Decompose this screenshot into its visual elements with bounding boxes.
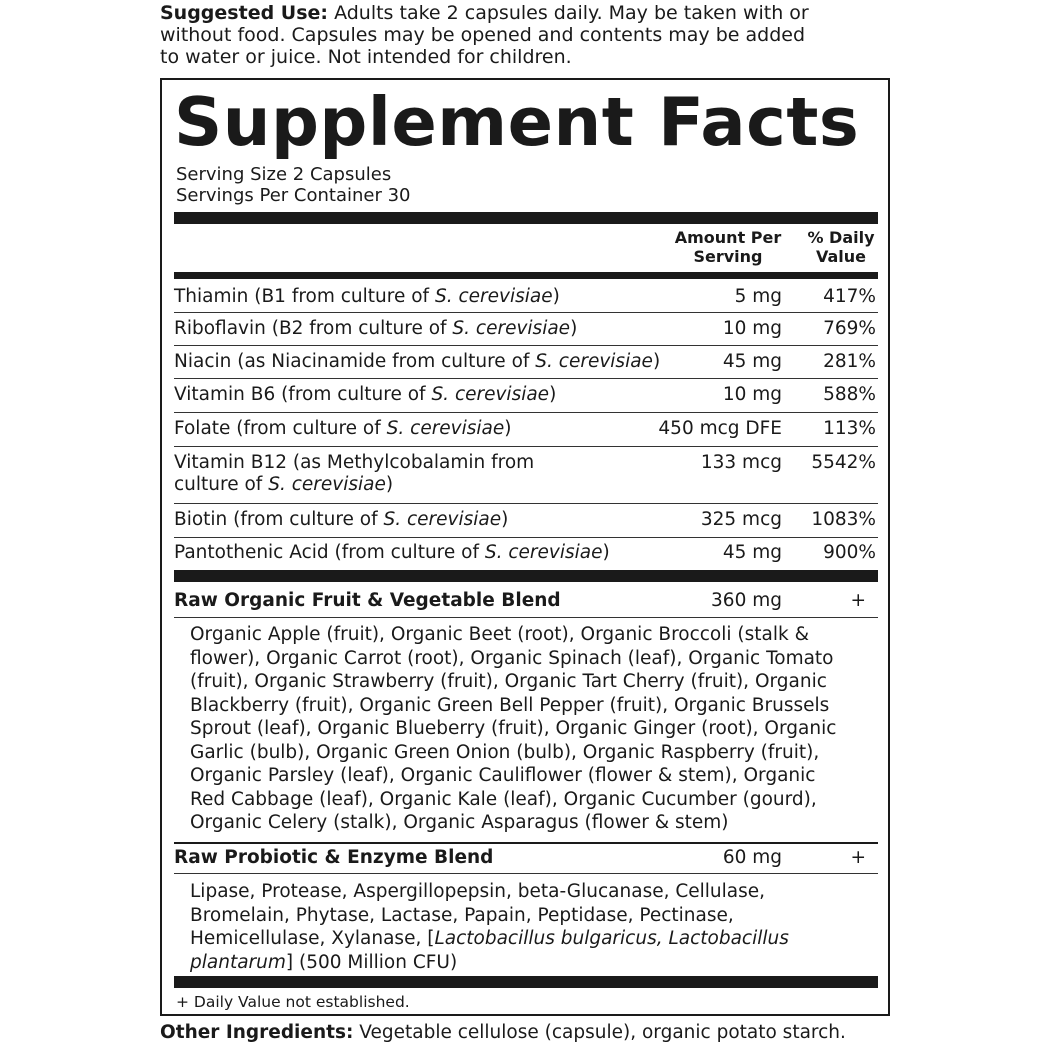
blend-row-probiotic bbox=[174, 843, 878, 874]
ingredient-line: Sprout (leaf), Organic Blueberry (fruit), Organic Ginger (root), Organic bbox=[190, 718, 837, 739]
serving-size: Serving Size 2 Capsules bbox=[176, 164, 392, 185]
probiotic-ingredients bbox=[190, 880, 870, 974]
supplement-facts-panel bbox=[160, 78, 890, 1016]
ingredient-line: Hemicellulase, Xylanase, [Lactobacillus bulgaricus, Lactobacillus bbox=[190, 928, 789, 949]
nutrient-dv: 769% bbox=[823, 318, 876, 339]
thick-divider bbox=[174, 212, 878, 224]
nutrient-amount: 5 mg bbox=[734, 286, 782, 307]
nutrient-row bbox=[174, 538, 878, 570]
nutrient-row bbox=[174, 447, 878, 504]
blend-dv: + bbox=[850, 847, 866, 868]
fruit-veg-ingredients bbox=[190, 623, 870, 835]
suggested-use-text: Adults take 2 capsules daily. May be taken with or bbox=[334, 2, 809, 24]
ingredient-line: Garlic (bulb), Organic Green Onion (bulb), Organic Raspberry (fruit), bbox=[190, 741, 820, 763]
nutrient-name: Thiamin (B1 from culture of S. cerevisiae) bbox=[174, 286, 560, 307]
ingredient-line: Red Cabbage (leaf), Organic Kale (leaf), Organic Cucumber (gourd), bbox=[190, 788, 817, 810]
nutrient-row bbox=[174, 413, 878, 447]
nutrient-amount: 450 mcg DFE bbox=[658, 418, 782, 439]
nutrient-name: Niacin (as Niacinamide from culture of S. cerevisiae) bbox=[174, 351, 661, 372]
blend-amount: 60 mg bbox=[722, 847, 782, 868]
nutrient-dv: 113% bbox=[823, 418, 876, 439]
other-ingredients bbox=[160, 1022, 846, 1044]
nutrient-dv: 5542% bbox=[811, 452, 876, 473]
amount-header-line1: Amount Per bbox=[674, 228, 782, 247]
blend-dv: + bbox=[850, 590, 866, 611]
nutrient-row bbox=[174, 379, 878, 413]
nutrient-amount: 45 mg bbox=[722, 351, 782, 372]
blend-row-fruit-veg bbox=[174, 583, 878, 618]
nutrient-name: Pantothenic Acid (from culture of S. cerevisiae) bbox=[174, 542, 610, 563]
amount-column-header bbox=[660, 228, 796, 266]
nutrient-dv: 900% bbox=[823, 542, 876, 563]
nutrient-amount: 133 mcg bbox=[700, 452, 782, 473]
nutrient-row bbox=[174, 313, 878, 346]
dv-header-line2: Value bbox=[815, 247, 867, 266]
nutrient-name: Folate (from culture of S. cerevisiae) bbox=[174, 418, 512, 439]
nutrient-row bbox=[174, 280, 878, 313]
panel-title: Supplement Facts bbox=[174, 83, 860, 161]
nutrient-dv: 417% bbox=[823, 286, 876, 307]
ingredient-line: Organic Parsley (leaf), Organic Cauliflower (flower & stem), Organic bbox=[190, 765, 816, 786]
nutrient-dv: 1083% bbox=[811, 509, 876, 530]
thick-divider bbox=[174, 976, 878, 988]
ingredient-line: Lipase, Protease, Aspergillopepsin, beta-Glucanase, Cellulase, bbox=[190, 881, 766, 902]
nutrient-dv: 281% bbox=[823, 351, 876, 372]
nutrient-amount: 10 mg bbox=[722, 318, 782, 339]
suggested-use-line3: to water or juice. Not intended for children. bbox=[160, 46, 572, 68]
ingredient-line: flower), Organic Carrot (root), Organic Spinach (leaf), Organic Tomato bbox=[190, 647, 834, 669]
nutrient-name: Vitamin B6 (from culture of S. cerevisiae) bbox=[174, 384, 557, 405]
nutrient-row bbox=[174, 346, 878, 379]
dv-column-header bbox=[798, 228, 884, 266]
amount-header-line2: Serving bbox=[693, 247, 763, 266]
suggested-use bbox=[160, 2, 860, 68]
servings-per-container: Servings Per Container 30 bbox=[176, 185, 411, 206]
nutrient-amount: 45 mg bbox=[722, 542, 782, 563]
suggested-use-label: Suggested Use: bbox=[160, 2, 329, 24]
thick-divider bbox=[174, 570, 878, 582]
ingredient-line: Blackberry (fruit), Organic Green Bell Pepper (fruit), Organic Brussels bbox=[190, 694, 830, 716]
ingredient-line: (fruit), Organic Strawberry (fruit), Organic Tart Cherry (fruit), Organic bbox=[190, 671, 827, 692]
suggested-use-line2: without food. Capsules may be opened and contents may be added bbox=[160, 24, 805, 46]
other-ingredients-text: Vegetable cellulose (capsule), organic potato starch. bbox=[359, 1022, 846, 1043]
dv-header-line1: % Daily bbox=[807, 228, 875, 247]
nutrient-row bbox=[174, 504, 878, 538]
footnote: + Daily Value not established. bbox=[176, 993, 410, 1011]
blend-name: Raw Organic Fruit & Vegetable Blend bbox=[174, 590, 561, 611]
nutrient-name: Vitamin B12 (as Methylcobalamin from culture of S. cerevisiae) bbox=[174, 452, 535, 495]
blend-name: Raw Probiotic & Enzyme Blend bbox=[174, 847, 494, 868]
nutrient-name: Riboflavin (B2 from culture of S. cerevisiae) bbox=[174, 318, 578, 339]
nutrient-amount: 10 mg bbox=[722, 384, 782, 405]
ingredient-line: plantarum] (500 Million CFU) bbox=[190, 951, 458, 973]
medium-divider bbox=[174, 272, 878, 279]
nutrient-amount: 325 mcg bbox=[700, 509, 782, 530]
ingredient-line: Organic Celery (stalk), Organic Asparagus (flower & stem) bbox=[190, 812, 729, 833]
blend-amount: 360 mg bbox=[711, 590, 782, 611]
ingredient-line: Bromelain, Phytase, Lactase, Papain, Peptidase, Pectinase, bbox=[190, 904, 734, 926]
other-ingredients-label: Other Ingredients: bbox=[160, 1022, 354, 1043]
nutrient-name: Biotin (from culture of S. cerevisiae) bbox=[174, 509, 509, 530]
ingredient-line: Organic Apple (fruit), Organic Beet (root), Organic Broccoli (stalk & bbox=[190, 624, 810, 645]
nutrient-dv: 588% bbox=[823, 384, 876, 405]
serving-info bbox=[176, 164, 410, 206]
